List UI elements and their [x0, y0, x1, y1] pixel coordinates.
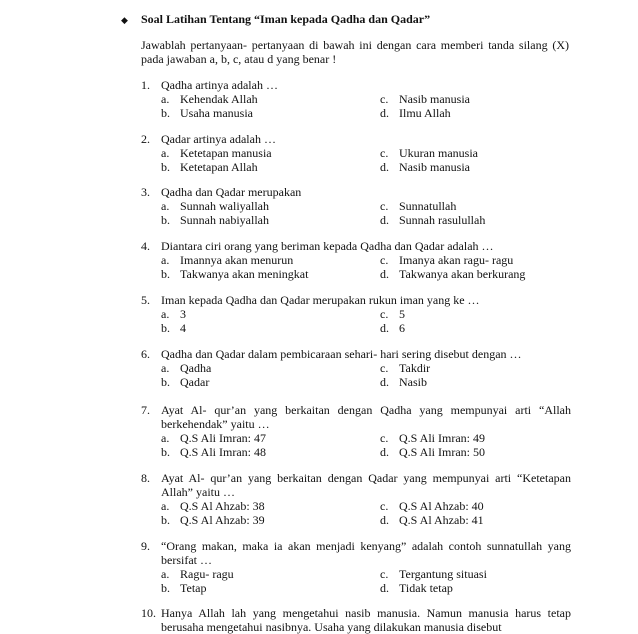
question-6 [141, 347, 571, 389]
option-letter: b. [161, 375, 170, 389]
option-letter: d. [380, 581, 389, 595]
option-letter: d. [380, 267, 389, 281]
question-number: 1. [141, 78, 150, 92]
option-text: Takwanya akan berkurang [399, 267, 526, 281]
option-text: Ilmu Allah [399, 106, 451, 120]
option-text: Sunnah rasulullah [399, 213, 486, 227]
option-a [161, 431, 380, 445]
option-c [380, 361, 571, 375]
option-text: Q.S Ali Imran: 48 [180, 445, 266, 459]
option-a [161, 92, 380, 106]
option-letter: b. [161, 213, 170, 227]
option-letter: d. [380, 321, 389, 335]
option-letter: c. [380, 146, 389, 160]
option-b [161, 513, 380, 527]
option-text: 4 [180, 321, 186, 335]
question-number: 5. [141, 293, 150, 307]
option-letter: c. [380, 499, 389, 513]
option-a [161, 307, 380, 321]
question-number: 6. [141, 347, 150, 361]
option-text: Sunnah nabiyallah [180, 213, 269, 227]
option-letter: a. [161, 431, 170, 445]
option-c [380, 307, 571, 321]
option-text: Qadha [180, 361, 212, 375]
option-text: Ukuran manusia [399, 146, 478, 160]
option-c [380, 92, 571, 106]
option-letter: a. [161, 499, 170, 513]
option-d [380, 321, 571, 335]
option-text: Ragu- ragu [180, 567, 234, 581]
question-text: Diantara ciri orang yang beriman kepada Qadha dan Qadar adalah … [161, 239, 494, 253]
option-text: 6 [399, 321, 405, 335]
option-b [161, 267, 380, 281]
option-text: Usaha manusia [180, 106, 253, 120]
option-letter: a. [161, 253, 170, 267]
option-letter: a. [161, 146, 170, 160]
option-letter: b. [161, 445, 170, 459]
question-text: Qadha dan Qadar dalam pembicaraan sehari- hari sering disebut dengan … [161, 347, 522, 361]
option-b [161, 445, 380, 459]
question-text: Hanya Allah lah yang mengetahui nasib manusia. Namun manusia harus tetap berusaha mengetahui nasibnya. Usaha yang dilakukan manusia disebut [161, 606, 571, 634]
option-text: Sunnatullah [399, 199, 457, 213]
option-text: Imannya akan menurun [180, 253, 294, 267]
option-c [380, 567, 571, 581]
option-d [380, 445, 571, 459]
option-text: Q.S Ali Imran: 47 [180, 431, 266, 445]
option-b [161, 375, 380, 389]
option-text: Nasib manusia [399, 92, 470, 106]
option-letter: b. [161, 581, 170, 595]
question-3 [141, 185, 571, 227]
option-d [380, 106, 571, 120]
option-b [161, 581, 380, 595]
option-text: Q.S Al Ahzab: 40 [399, 499, 484, 513]
option-letter: c. [380, 307, 389, 321]
question-text: “Orang makan, maka ia akan menjadi kenyang” adalah contoh sunnatullah yang bersifat … [161, 539, 571, 567]
option-text: 3 [180, 307, 186, 321]
question-9 [141, 539, 571, 595]
question-text: Qadar artinya adalah … [161, 132, 276, 146]
question-number: 2. [141, 132, 150, 146]
option-b [161, 321, 380, 335]
option-d [380, 375, 571, 389]
option-text: Imanya akan ragu- ragu [399, 253, 514, 267]
option-letter: b. [161, 106, 170, 120]
option-d [380, 513, 571, 527]
option-text: Q.S Al Ahzab: 38 [180, 499, 265, 513]
option-letter: b. [161, 267, 170, 281]
option-text: Nasib [399, 375, 427, 389]
instruction-text: Jawablah pertanyaan- pertanyaan di bawah ini dengan cara memberi tanda silang (X) pada jawaban a, b, c, atau d yang benar ! [141, 38, 569, 66]
question-number: 3. [141, 185, 150, 199]
question-1 [141, 78, 571, 120]
question-number: 10. [141, 606, 156, 620]
option-text: Q.S Ali Imran: 50 [399, 445, 485, 459]
question-number: 4. [141, 239, 150, 253]
question-number: 9. [141, 539, 150, 553]
option-letter: d. [380, 160, 389, 174]
page-title: Soal Latihan Tentang “Iman kepada Qadha dan Qadar” [141, 12, 431, 26]
option-text: Q.S Al Ahzab: 41 [399, 513, 484, 527]
question-number: 7. [141, 403, 150, 417]
question-text: Ayat Al- qur’an yang berkaitan dengan Qadha yang mempunyai arti “Allah berkehendak” yaitu … [161, 403, 571, 431]
option-c [380, 499, 571, 513]
option-letter: a. [161, 307, 170, 321]
option-text: Ketetapan Allah [180, 160, 258, 174]
option-b [161, 213, 380, 227]
option-a [161, 361, 380, 375]
option-b [161, 106, 380, 120]
question-text: Qadha dan Qadar merupakan [161, 185, 302, 199]
option-text: 5 [399, 307, 405, 321]
option-d [380, 213, 571, 227]
option-letter: c. [380, 92, 389, 106]
option-a [161, 199, 380, 213]
option-d [380, 160, 571, 174]
question-text: Ayat Al- qur’an yang berkaitan dengan Qadar yang mempunyai arti “Ketetapan Allah” yaitu … [161, 471, 571, 499]
option-d [380, 267, 571, 281]
option-letter: d. [380, 445, 389, 459]
option-a [161, 146, 380, 160]
option-letter: b. [161, 160, 170, 174]
option-letter: b. [161, 513, 170, 527]
option-text: Tergantung situasi [399, 567, 487, 581]
option-letter: c. [380, 431, 389, 445]
option-c [380, 146, 571, 160]
option-c [380, 253, 571, 267]
option-letter: d. [380, 513, 389, 527]
option-text: Q.S Ali Imran: 49 [399, 431, 485, 445]
option-letter: a. [161, 361, 170, 375]
option-a [161, 253, 380, 267]
option-text: Takwanya akan meningkat [180, 267, 309, 281]
option-c [380, 431, 571, 445]
option-text: Nasib manusia [399, 160, 470, 174]
option-text: Tidak tetap [399, 581, 453, 595]
question-text: Iman kepada Qadha dan Qadar merupakan rukun iman yang ke … [161, 293, 480, 307]
option-text: Qadar [180, 375, 210, 389]
option-letter: a. [161, 199, 170, 213]
option-letter: a. [161, 92, 170, 106]
option-a [161, 499, 380, 513]
option-letter: c. [380, 361, 389, 375]
option-letter: c. [380, 199, 389, 213]
question-number: 8. [141, 471, 150, 485]
option-text: Kehendak Allah [180, 92, 258, 106]
option-text: Sunnah waliyallah [180, 199, 269, 213]
option-letter: c. [380, 253, 389, 267]
option-text: Tetap [180, 581, 207, 595]
option-text: Q.S Al Ahzab: 39 [180, 513, 265, 527]
question-7 [141, 403, 571, 459]
option-letter: b. [161, 321, 170, 335]
option-a [161, 567, 380, 581]
option-letter: d. [380, 375, 389, 389]
option-letter: a. [161, 567, 170, 581]
question-5 [141, 293, 571, 335]
option-d [380, 581, 571, 595]
bullet-icon: ◆ [121, 15, 128, 25]
option-letter: d. [380, 106, 389, 120]
option-text: Takdir [399, 361, 431, 375]
option-c [380, 199, 571, 213]
question-4 [141, 239, 571, 281]
question-8 [141, 471, 571, 527]
option-b [161, 160, 380, 174]
option-letter: c. [380, 567, 389, 581]
question-text: Qadha artinya adalah … [161, 78, 278, 92]
option-letter: d. [380, 213, 389, 227]
question-2 [141, 132, 571, 174]
option-text: Ketetapan manusia [180, 146, 272, 160]
